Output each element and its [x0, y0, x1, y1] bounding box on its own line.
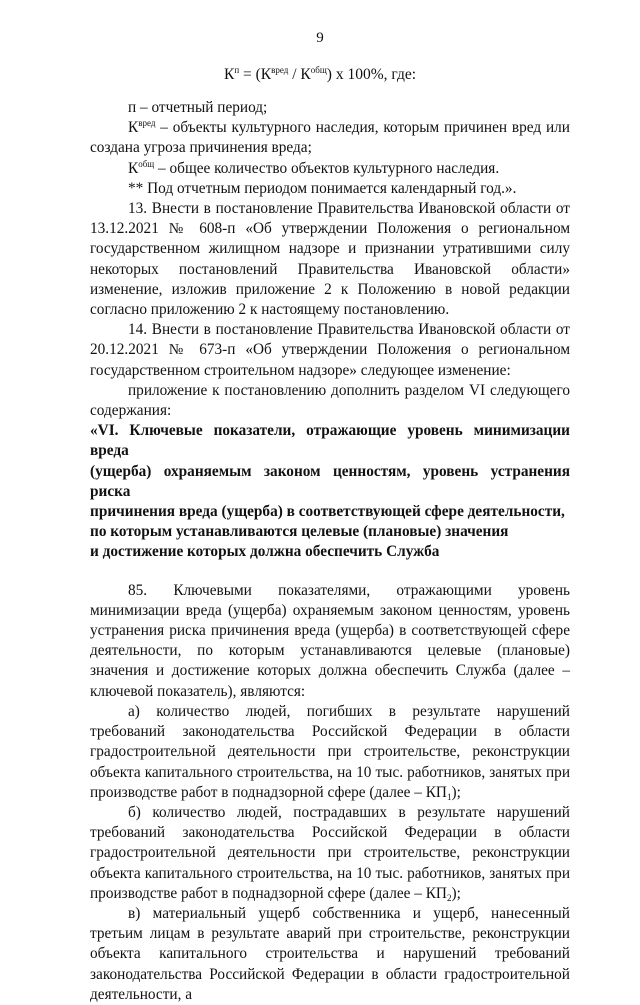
item-b — [90, 803, 570, 904]
formula-base: К — [223, 66, 235, 83]
formula-mid: / К — [288, 66, 311, 83]
definition-vred-symbol: К — [128, 119, 139, 137]
definition-vred-text: – объекты культурного наследия, которым причинен вред или создана угроза причинения вреда; — [90, 119, 570, 157]
formula-tail: ) х 100%, где: — [326, 66, 417, 83]
paragraph-14-continuation: приложение к постановлению дополнить разделом VI следующего содержания: — [90, 381, 570, 420]
definition-vred-sup: вред — [138, 118, 156, 129]
paragraph-85: 85. Ключевыми показателями, отражающими уровень минимизации вреда (ущерба) охраняемым законом ценностям, уровень устранения риска причинения вреда (ущерба) в соответствующей сфере деятельности, по которым устанавливаются целевые (плановые) значения и достижение которых должна обеспечить Служба (далее – ключевой показатель), являются: — [90, 581, 570, 700]
item-b-subscript: 2 — [446, 892, 452, 903]
item-a — [90, 702, 570, 803]
definition-obsh — [90, 159, 570, 179]
document-body — [90, 98, 570, 1005]
definition-vred — [90, 118, 570, 158]
item-a-subscript: 1 — [446, 791, 452, 802]
formula-num-sup: вред — [271, 65, 289, 75]
section-heading-line-1: «VI. Ключевые показатели, отражающие уровень минимизации вреда — [90, 422, 570, 460]
formula-eq: = (К — [239, 66, 272, 83]
item-a-text: а) количество людей, погибших в результате нарушений требований законодательства Российской Федерации в области градостроительной деятельности при строительстве, реконструкции объекта капитального строительства, на 10 тыс. работников, занятых при производстве работ в поднадзорной сфере (далее – КП — [90, 702, 570, 801]
section-heading-line-2: (ущерба) охраняемым законом ценностям, уровень устранения риска — [90, 462, 570, 500]
section-heading-line-4: по которым устанавливаются целевые (плановые) значения — [90, 523, 509, 541]
definition-obsh-symbol: К — [128, 159, 139, 177]
definition-obsh-sup: общ — [138, 158, 155, 169]
paragraph-13: 13. Внести в постановление Правительства Ивановской области от 13.12.2021 № 608-п «Об утверждении Положения о региональном государственном жилищном надзоре и признании утратившими силу некоторых постановлений Правительства Ивановской области» изменение, изложив приложение 2 к Положению в новой редакции согласно приложению 2 к настоящему постановлению. — [90, 200, 570, 319]
page-number: 9 — [316, 30, 324, 46]
definition-p: п – отчетный период; — [128, 99, 268, 116]
section-heading — [90, 421, 570, 562]
definition-obsh-text: – общее количество объектов культурного наследия. — [154, 159, 500, 177]
section-heading-line-3: причинения вреда (ущерба) в соответствующей сфере деятельности, — [90, 503, 565, 521]
section-heading-line-5: и достижение которых должна обеспечить Служба — [90, 543, 440, 561]
formula-den-sup: общ — [310, 65, 327, 75]
formula-base-sup: п — [234, 65, 240, 75]
item-b-end: ); — [451, 884, 461, 902]
item-a-end: ); — [451, 783, 461, 801]
section-gap — [90, 563, 570, 581]
formula — [0, 66, 640, 84]
footnote-reporting-period: ** Под отчетным периодом понимается календарный год.». — [128, 179, 517, 197]
item-b-text: б) количество людей, пострадавших в результате нарушений требований законодательства Российской Федерации в области градостроительной деятельности при строительстве, реконструкции объекта капитального строительства, на 10 тыс. работников, занятых при производстве работ в поднадзорной сфере (далее – КП — [90, 803, 570, 902]
item-v: в) материальный ущерб собственника и ущерб, нанесенный третьим лицам в результате аварий при строительстве, реконструкции объекта капитального строительства и нарушений требований законодательства Российской Федерации в области градостроительной деятельности, а — [90, 904, 570, 1003]
paragraph-14: 14. Внести в постановление Правительства Ивановской области от 20.12.2021 № 673-п «Об утверждении Положения о региональном государственном строительном надзоре» следующее изменение: — [90, 321, 570, 379]
